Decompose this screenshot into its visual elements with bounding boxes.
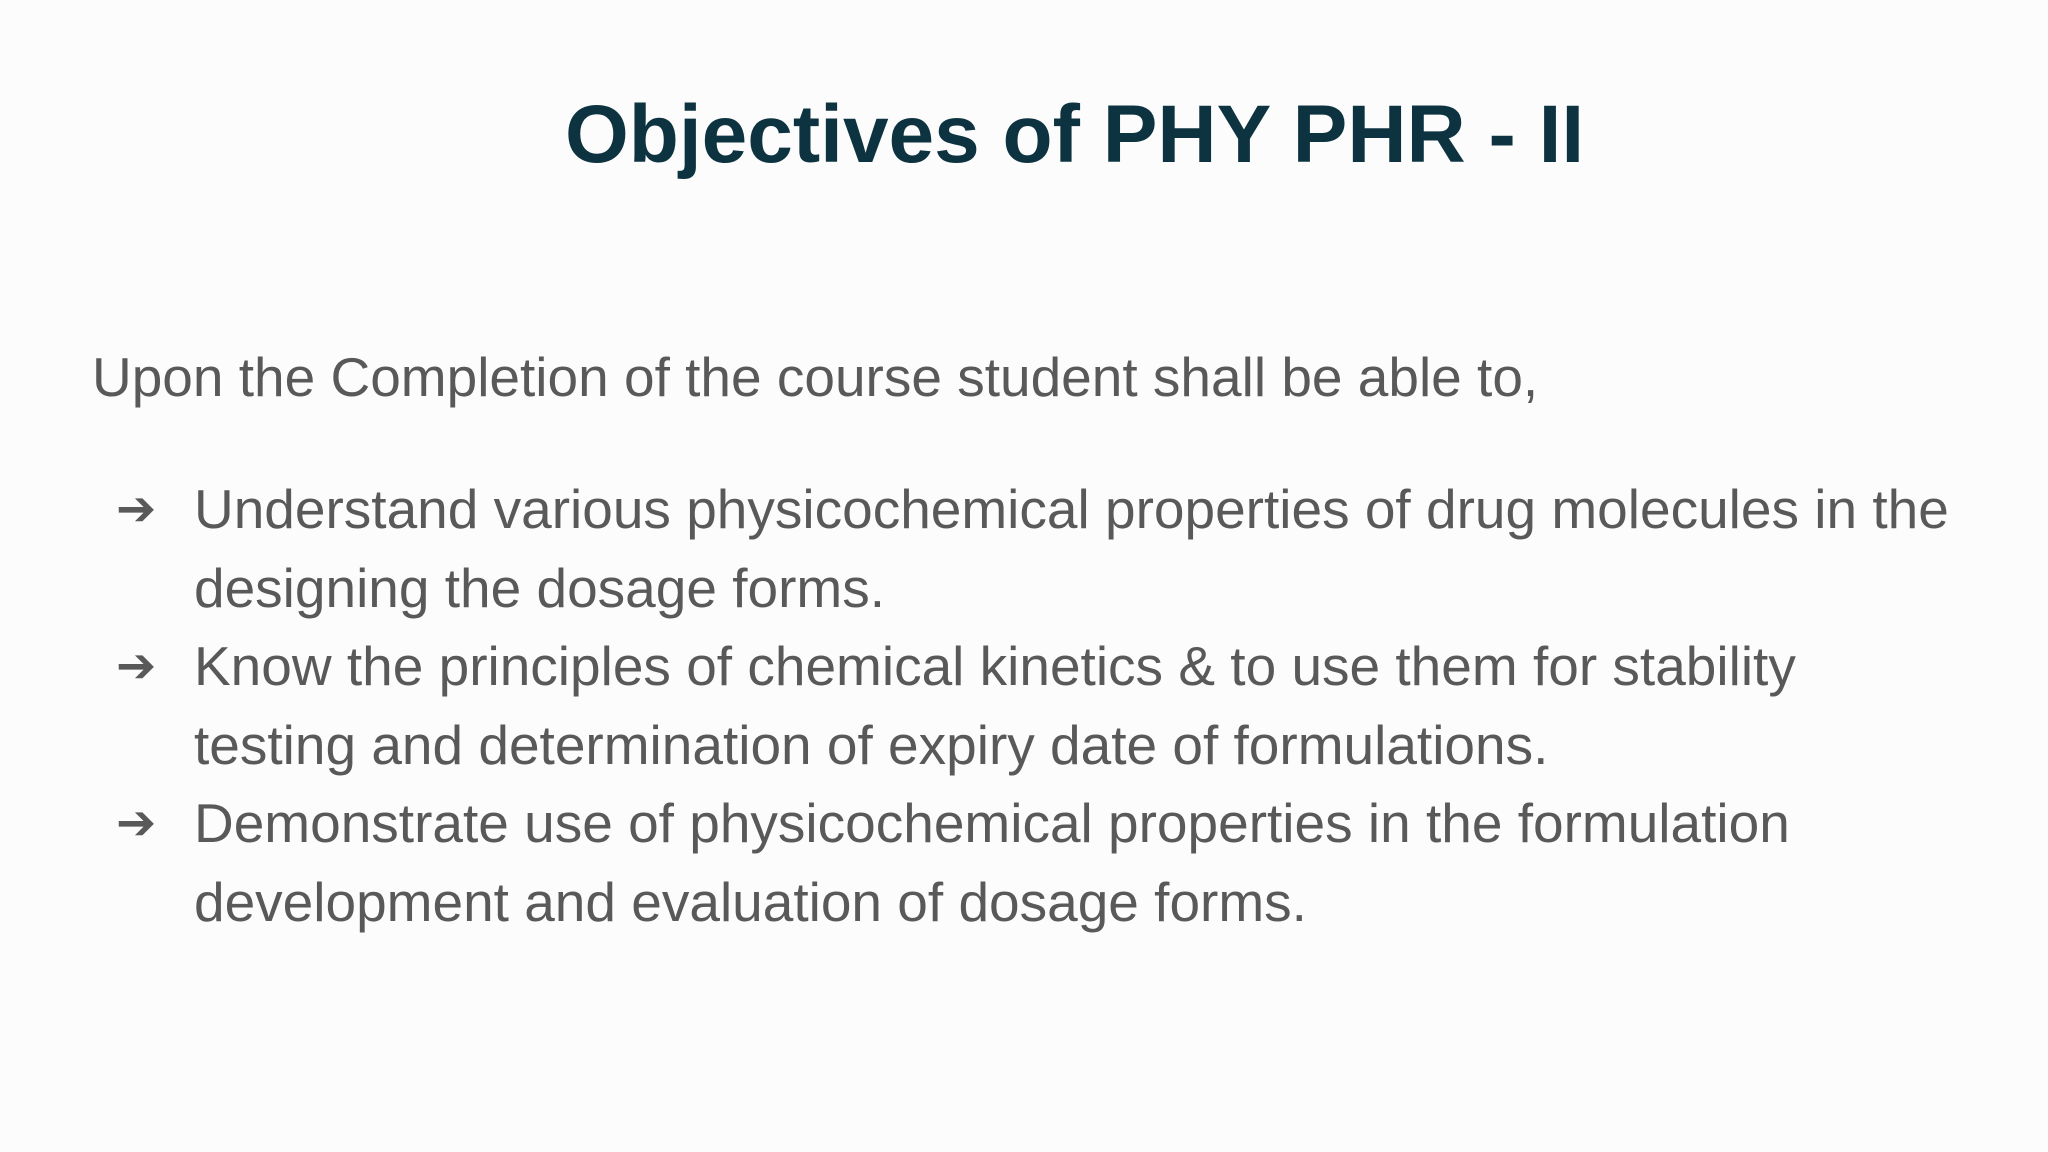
arrow-bullet-icon: ➔ (116, 795, 157, 851)
list-item-text: Understand various physicochemical properties of drug molecules in the designing the dosage forms. (194, 478, 1949, 619)
list-item (92, 784, 1972, 941)
arrow-bullet-icon: ➔ (116, 638, 157, 694)
intro-text: Upon the Completion of the course student shall be able to, (92, 346, 1539, 408)
list-item (92, 470, 1972, 627)
slide-title: Objectives of PHY PHR - II (565, 89, 1585, 180)
list-item-text: Know the principles of chemical kinetics & to use them for stability testing and determination of expiry date of formulations. (194, 635, 1796, 776)
arrow-bullet-icon: ➔ (116, 481, 157, 537)
objectives-list (92, 470, 1972, 941)
list-item (92, 627, 1972, 784)
list-item-text: Demonstrate use of physicochemical properties in the formulation development and evaluation of dosage forms. (194, 792, 1790, 933)
